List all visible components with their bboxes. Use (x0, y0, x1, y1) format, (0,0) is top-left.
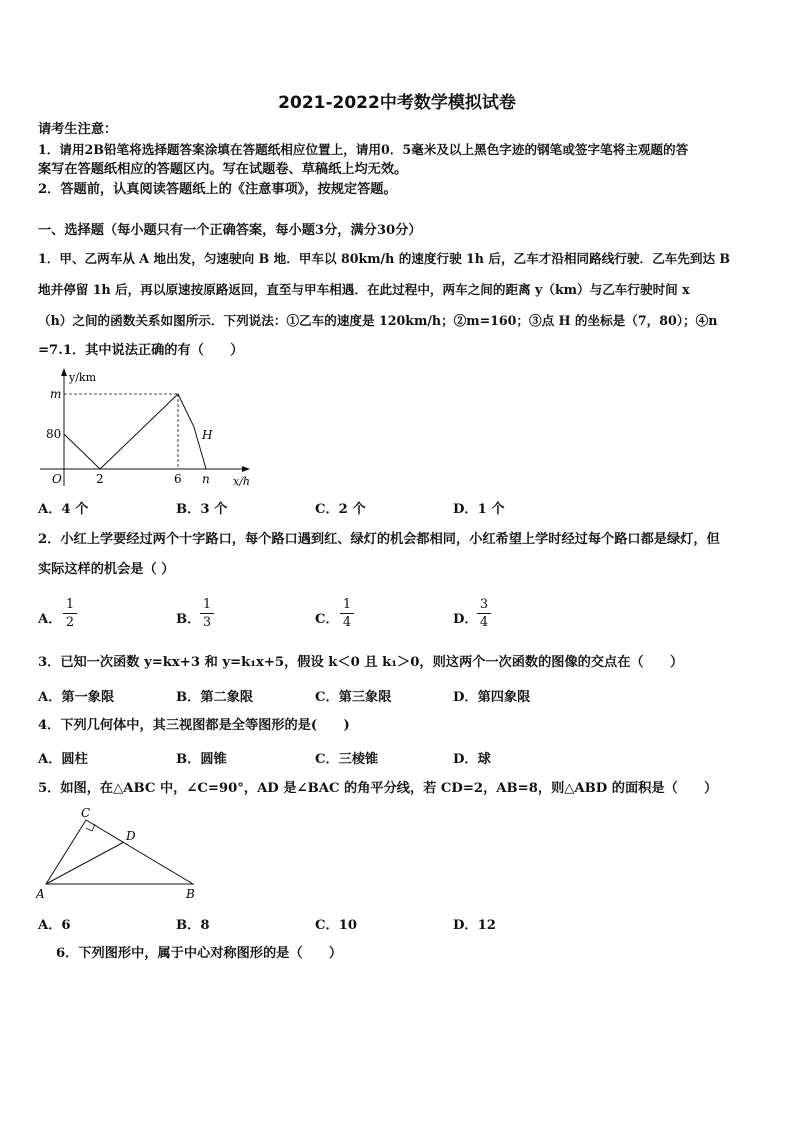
triangle-abc (46, 820, 193, 884)
q1-option-b: B．3 个 (176, 502, 228, 517)
q2-option-b-fraction (200, 597, 214, 630)
label-80: 80 (46, 427, 62, 441)
numerator: 1 (202, 597, 212, 612)
notice-item2: 2．答题前，认真阅读答题纸上的《注意事项》，按规定答题。 (38, 182, 397, 197)
distance-graph-line (64, 394, 206, 469)
q5-option-b: B．8 (176, 918, 210, 933)
q3-option-b: B．第二象限 (176, 690, 254, 705)
vertex-b-label: B (186, 887, 195, 901)
q5-option-d: D．12 (453, 918, 496, 933)
m-label: m (50, 387, 62, 401)
denominator: 3 (202, 615, 212, 630)
y-axis-label: y/km (69, 371, 97, 384)
numerator: 1 (65, 597, 75, 612)
q1-line3: （h）之间的函数关系如图所示．下列说法：①乙车的速度是 120km/h；②m=160；③点 H 的坐标是（7，80）；④n (38, 313, 718, 328)
q2-option-c-letter: C． (315, 612, 339, 627)
n-label: n (202, 472, 210, 486)
q1-line4: =7.1．其中说法正确的有（ ） (38, 343, 244, 358)
origin-label: O (52, 472, 62, 486)
denominator: 4 (342, 615, 352, 630)
tick-6: 6 (174, 472, 182, 486)
notice-item1-line1: 1．请用2B铅笔将选择题答案涂填在答题纸相应位置上，请用0．5毫米及以上黑色字迹的钢笔或签字笔将主观题的答 (38, 142, 689, 157)
q3-option-c: C．第三象限 (315, 690, 392, 705)
q2-line2: 实际这样的机会是（ ） (38, 562, 175, 577)
q1-option-c: C．2 个 (315, 502, 366, 517)
q3-line1: 3．已知一次函数 y=kx+3 和 y=k₁x+5，假设 k＜0 且 k₁＞0，则这两个一次函数的图像的交点在（ ） (38, 655, 684, 670)
q2-option-d-letter: D． (453, 612, 478, 627)
q4-option-b: B．圆锥 (176, 752, 227, 767)
point-h-label: H (202, 428, 213, 442)
q1-graph (36, 364, 256, 490)
numerator: 1 (342, 597, 352, 612)
q4-option-c: C．三棱锥 (315, 752, 379, 767)
x-axis-arrow-icon (242, 466, 250, 472)
section-heading: 一、选择题（每小题只有一个正确答案，每小题3分，满分30分） (38, 223, 422, 238)
q2-option-a-fraction (63, 597, 77, 630)
x-axis-label: x/h (233, 475, 250, 488)
q2-line1: 2．小红上学要经过两个十字路口，每个路口遇到红、绿灯的机会都相同，小红希望上学时经过每个路口都是绿灯，但 (38, 532, 720, 547)
denominator: 4 (479, 615, 489, 630)
notice-item1-line2: 案写在答题纸相应的答题区内。写在试题卷、草稿纸上均无效。 (38, 162, 408, 177)
point-d-label: D (126, 829, 136, 843)
q2-option-d-fraction (477, 597, 491, 630)
vertex-c-label: C (81, 806, 91, 820)
q3-option-d: D．第四象限 (453, 690, 531, 705)
y-axis-arrow-icon (61, 368, 67, 376)
q5-option-c: C．10 (315, 918, 358, 933)
q1-option-d: D．1 个 (453, 502, 505, 517)
q1-option-a: A．4 个 (38, 502, 89, 517)
q2-option-c-fraction (340, 597, 354, 630)
q5-triangle-figure (36, 802, 206, 906)
q1-line2: 地并停留 1h 后，再以原速按原路返回，直至与甲车相遇．在此过程中，两车之间的距离 y（km）与乙车行驶时间 x (38, 282, 690, 297)
notice-heading: 请考生注意： (38, 122, 118, 137)
q5-line1: 5．如图，在△ABC 中，∠C=90°，AD 是∠BAC 的角平分线，若 CD=2，AB=8，则△ABD 的面积是（ ） (38, 781, 718, 796)
q4-option-a: A．圆柱 (38, 752, 88, 767)
denominator: 2 (65, 615, 75, 630)
vertex-a-label: A (36, 887, 45, 901)
angle-bisector-ad (46, 842, 124, 884)
q2-option-b-letter: B． (176, 612, 201, 627)
page-title: 2021-2022中考数学模拟试卷 (278, 93, 516, 113)
q4-line1: 4．下列几何体中，其三视图都是全等图形的是( ) (38, 718, 350, 733)
tick-2: 2 (96, 472, 104, 486)
q2-option-a-letter: A． (38, 612, 62, 627)
q4-option-d: D．球 (453, 752, 491, 767)
numerator: 3 (479, 597, 489, 612)
q5-option-a: A．6 (38, 918, 71, 933)
q3-option-a: A．第一象限 (38, 690, 115, 705)
q6-line1: 6．下列图形中，属于中心对称图形的是（ ） (56, 946, 343, 961)
q1-line1: 1．甲、乙两车从 A 地出发，匀速驶向 B 地．甲车以 80km/h 的速度行驶 1h 后，乙车才沿相同路线行驶．乙车先到达 B (38, 251, 731, 266)
